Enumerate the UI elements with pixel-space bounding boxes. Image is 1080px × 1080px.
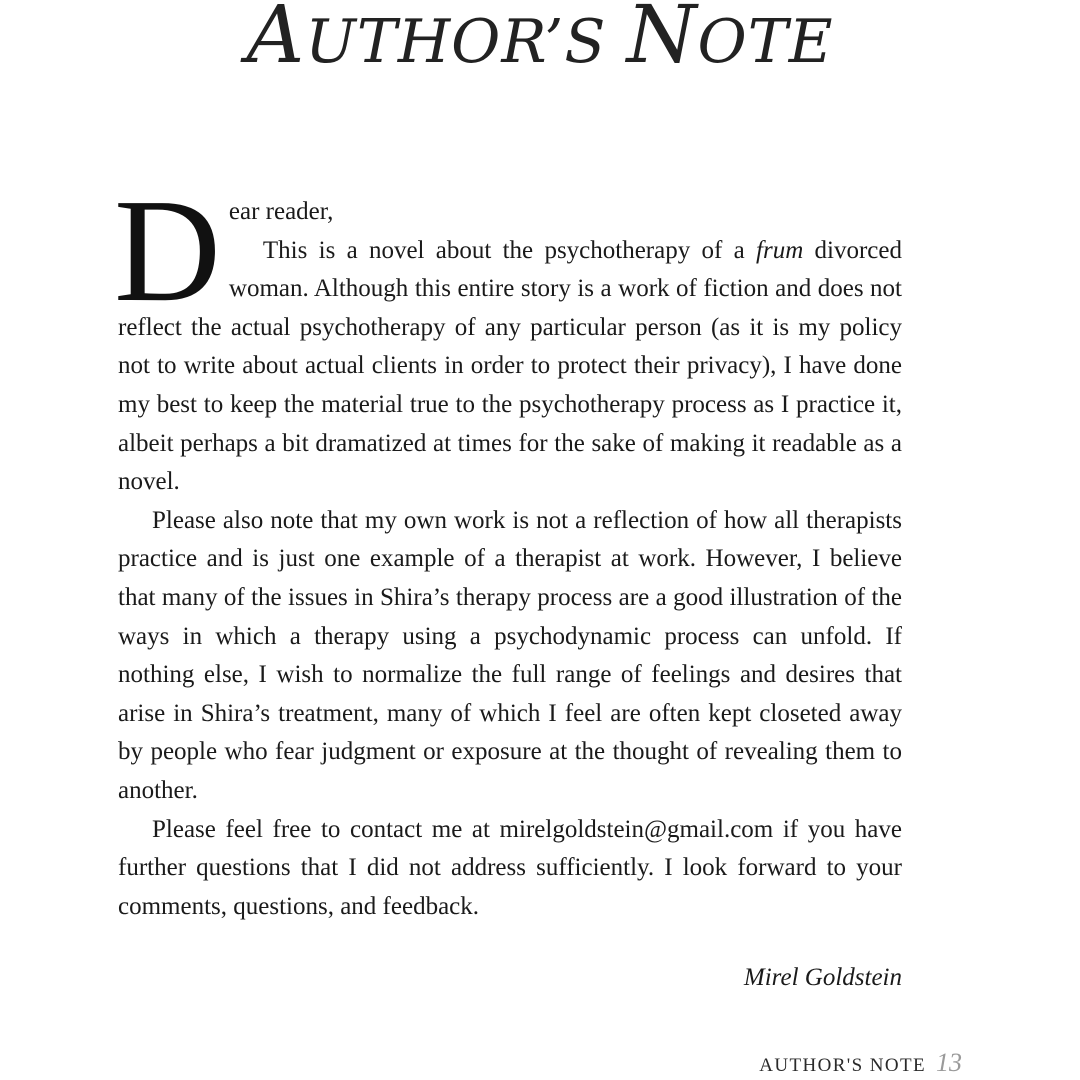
title-initial-a: A: [246, 0, 306, 81]
title-word-note: OTE: [697, 7, 834, 77]
author-signature: Mirel Goldstein: [743, 964, 902, 991]
paragraph-1-rest: divorced woman. Although this entire story is a work of fiction and does not reflect the actual psychotherapy of any particular person (as it is my policy not to write about actual clients in order to protect their privacy), I have done my best to keep the material true to the psychotherapy process as I practice it, albeit perhaps a bit dramatized at times for the sake of making it readable as a novel.: [118, 236, 902, 496]
title-word-authors: UTHOR’S: [305, 7, 607, 77]
italic-term: frum: [756, 236, 804, 264]
footer-label: AUTHOR'S NOTE: [759, 1055, 926, 1076]
paragraph-1: [118, 232, 902, 502]
letter-greeting: ear reader,: [228, 198, 334, 225]
page-title: [0, 0, 1080, 81]
paragraph-1-start: This is a novel about the psychotherapy of a: [262, 236, 757, 264]
paragraph-3: Please feel free to contact me at mirelgoldstein@gmail.com if you have further questions that I did not address sufficiently. I look forward to your comments, questions, and feedback.: [118, 815, 902, 920]
letter-body: [114, 169, 902, 926]
running-footer: [759, 1048, 962, 1078]
title-initial-n: N: [626, 0, 698, 81]
paragraph-2: Please also note that my own work is not a reflection of how all therapists practice and is just one example of a therapist at work. However, I believe that many of the issues in Shira’s therapy process are a good illustration of the ways in which a therapy using a psychodynamic process can unfold. If nothing else, I wish to normalize the full range of feelings and desires that arise in Shira’s treatment, many of which I feel are often kept closeted away by people who fear judgment or exposure at the thought of revealing them to another.: [118, 506, 902, 804]
page-number: 13: [936, 1048, 962, 1077]
drop-cap: D: [114, 169, 221, 333]
